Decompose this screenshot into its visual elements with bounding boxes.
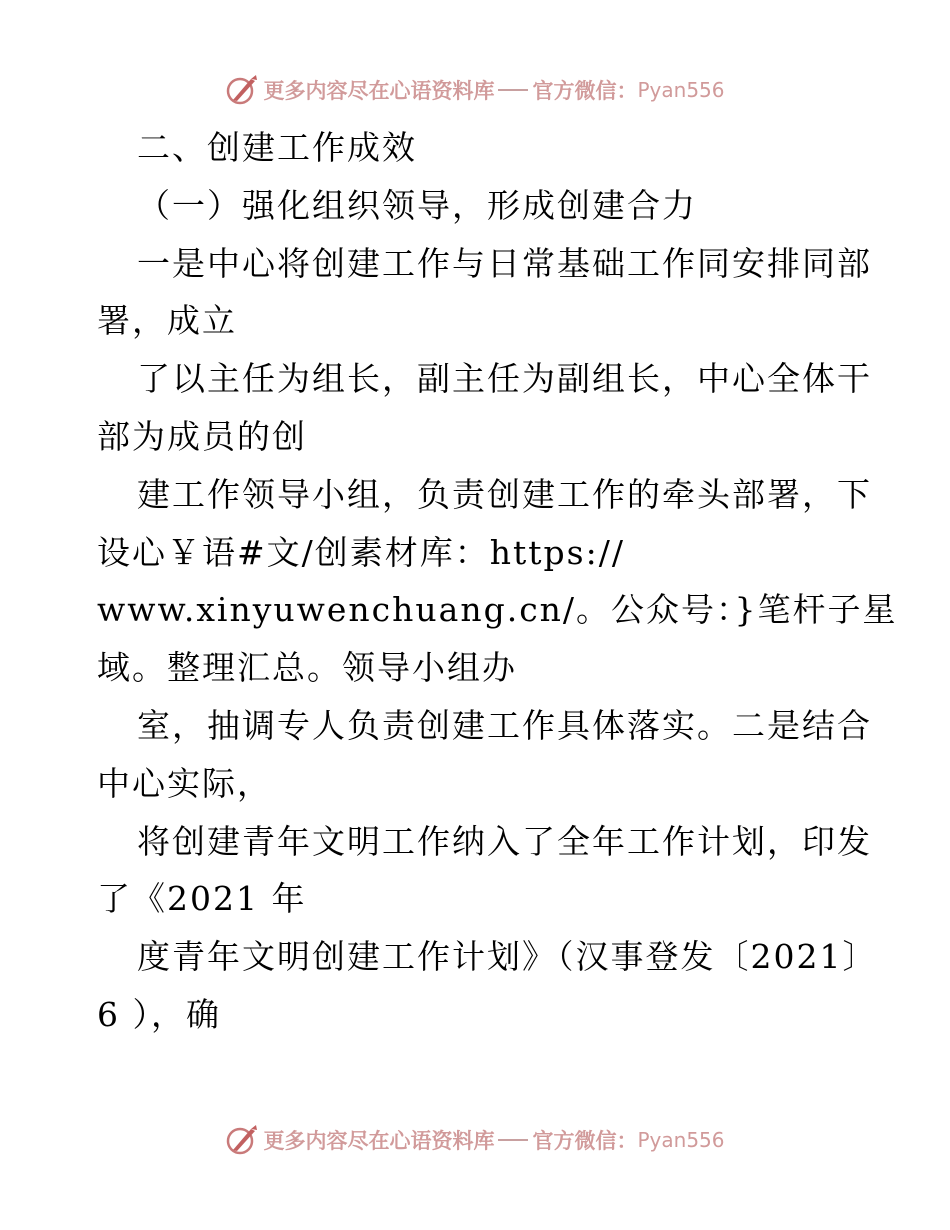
banner-divider (498, 89, 528, 91)
body-line: 域。整理汇总。领导小组办 (97, 648, 517, 687)
body-line: （一）强化组织领导，形成创建合力 (137, 186, 697, 225)
banner-divider (498, 1139, 528, 1141)
body-line: 6 ），确 (97, 995, 221, 1034)
body-line: www.xinyuwenchuang.cn/。公众号：}笔杆子星 (97, 590, 898, 629)
banner-brand-text: 更多内容尽在心语资料库 (263, 1128, 495, 1153)
banner-wechat-label: 官方微信： (532, 78, 638, 103)
footer-watermark-banner (0, 1120, 950, 1160)
body-line: 署，成立 (97, 301, 237, 340)
quill-pen-icon (225, 73, 259, 107)
body-line: 建工作领导小组，负责创建工作的牵头部署，下 (137, 475, 872, 514)
body-line: 室，抽调专人负责创建工作具体落实。二是结合 (137, 706, 872, 745)
banner-wechat-id: Pyan556 (637, 78, 725, 102)
body-line: 了以主任为组长，副主任为副组长，中心全体干 (137, 359, 872, 398)
body-line: 二、创建工作成效 (137, 128, 417, 167)
banner-brand-text: 更多内容尽在心语资料库 (263, 78, 495, 103)
body-line: 设心￥语#文/创素材库：https:// (97, 533, 625, 572)
body-line: 将创建青年文明工作纳入了全年工作计划，印发 (137, 822, 872, 861)
body-line: 中心实际， (97, 764, 272, 803)
quill-pen-icon (225, 1123, 259, 1157)
body-line: 度青年文明创建工作计划》（汉事登发〔2021〕 (137, 937, 878, 976)
body-line: 部为成员的创 (97, 417, 307, 456)
body-line: 了《2021 年 (97, 879, 307, 918)
banner-wechat-label: 官方微信： (532, 1128, 638, 1153)
header-watermark-banner (0, 70, 950, 110)
banner-wechat-id: Pyan556 (637, 1128, 725, 1152)
body-line: 一是中心将创建工作与日常基础工作同安排同部 (137, 244, 872, 283)
